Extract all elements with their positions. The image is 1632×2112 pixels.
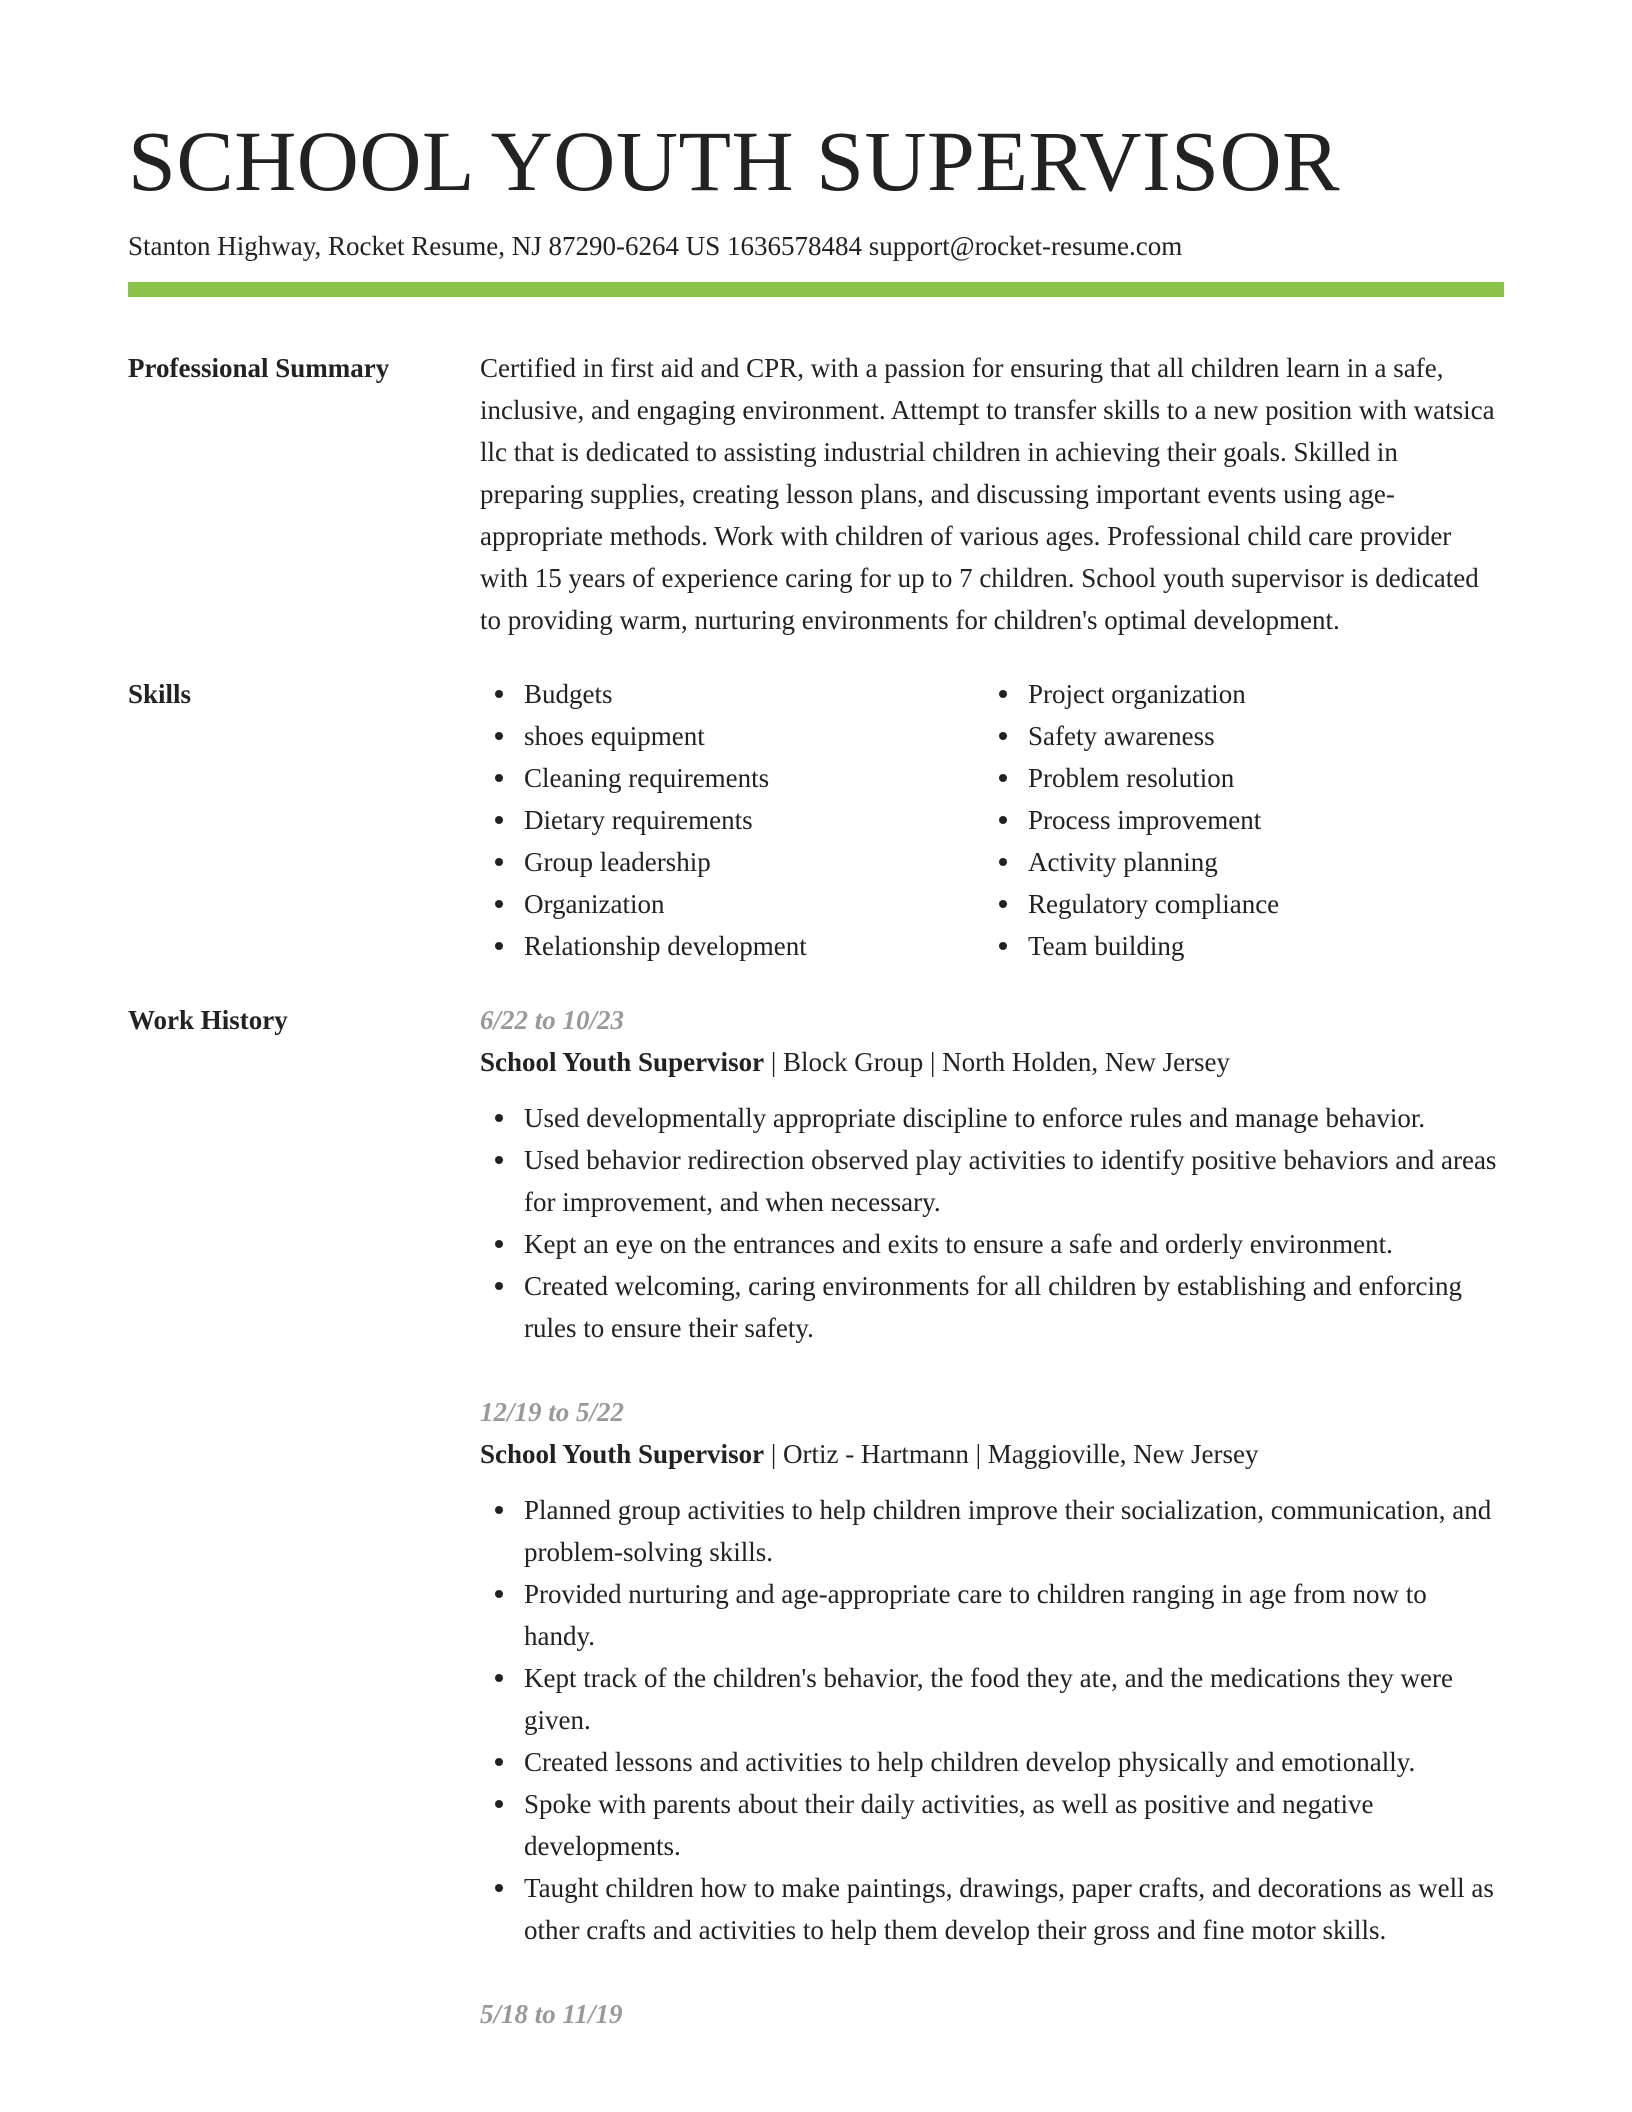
skill-item: Activity planning bbox=[1028, 841, 1488, 883]
skills-columns bbox=[480, 673, 1504, 967]
skill-item: Group leadership bbox=[524, 841, 984, 883]
job-dates: 12/19 to 5/22 bbox=[480, 1397, 625, 1428]
skill-item: Budgets bbox=[524, 673, 984, 715]
accent-divider bbox=[128, 282, 1504, 297]
job-title: School Youth Supervisor bbox=[480, 1439, 765, 1470]
job-entry bbox=[480, 1993, 1504, 2035]
skill-item: Problem resolution bbox=[1028, 757, 1488, 799]
job-details: | Ortiz - Hartmann | Maggioville, New Jersey bbox=[764, 1439, 1259, 1470]
skills-list-left bbox=[480, 673, 984, 967]
summary-section bbox=[128, 347, 1504, 641]
skills-section bbox=[128, 673, 1504, 967]
work-history-heading: Work History bbox=[128, 1005, 288, 1036]
skill-item: Cleaning requirements bbox=[524, 757, 984, 799]
job-dates: 6/22 to 10/23 bbox=[480, 1005, 625, 1036]
duty-item: Used behavior redirection observed play activities to identify positive behaviors and areas for improvement, and when necessary. bbox=[524, 1139, 1504, 1223]
job-duties bbox=[480, 1097, 1504, 1349]
skill-item: Process improvement bbox=[1028, 799, 1488, 841]
duty-item: Kept an eye on the entrances and exits to ensure a safe and orderly environment. bbox=[524, 1223, 1504, 1265]
skills-heading: Skills bbox=[128, 679, 192, 710]
skill-item: Team building bbox=[1028, 925, 1488, 967]
duty-item: Created welcoming, caring environments for all children by establishing and enforcing rules to ensure their safety. bbox=[524, 1265, 1504, 1349]
skill-item: Safety awareness bbox=[1028, 715, 1488, 757]
job-details: | Block Group | North Holden, New Jersey bbox=[764, 1047, 1231, 1078]
summary-text: Certified in first aid and CPR, with a passion for ensuring that all children learn in a safe, inclusive, and engaging environment. Attempt to transfer skills to a new position with watsica llc that is dedicated to assisting industrial children in achieving their goals. Skilled in preparing supplies, creating lesson plans, and discussing important events using age-appropriate methods. Work with children of various ages. Professional child care provider with 15 years of experience caring for up to 7 children. School youth supervisor is dedicated to providing warm, nurturing environments for children's optimal development. bbox=[480, 353, 1495, 636]
skills-body bbox=[480, 673, 1504, 967]
skill-item: Dietary requirements bbox=[524, 799, 984, 841]
duty-item: Spoke with parents about their daily activities, as well as positive and negative developments. bbox=[524, 1783, 1504, 1867]
job-entry bbox=[480, 1391, 1504, 1951]
job-duties bbox=[480, 1489, 1504, 1951]
skill-item: shoes equipment bbox=[524, 715, 984, 757]
job-dates: 5/18 to 11/19 bbox=[480, 1999, 623, 2030]
contact-info: Stanton Highway, Rocket Resume, NJ 87290-6264 US 1636578484 support@rocket-resume.com bbox=[128, 231, 1183, 261]
skill-item: Project organization bbox=[1028, 673, 1488, 715]
duty-item: Used developmentally appropriate discipline to enforce rules and manage behavior. bbox=[524, 1097, 1504, 1139]
resume-name: SCHOOL YOUTH SUPERVISOR bbox=[128, 113, 1340, 209]
skills-list-right bbox=[984, 673, 1488, 967]
summary-body bbox=[480, 347, 1504, 641]
summary-heading: Professional Summary bbox=[128, 353, 390, 384]
duty-item: Planned group activities to help children improve their socialization, communication, and problem-solving skills. bbox=[524, 1489, 1504, 1573]
duty-item: Created lessons and activities to help children develop physically and emotionally. bbox=[524, 1741, 1504, 1783]
job-heading bbox=[480, 1433, 1504, 1475]
duty-item: Taught children how to make paintings, drawings, paper crafts, and decorations as well as other crafts and activities to help them develop their gross and fine motor skills. bbox=[524, 1867, 1504, 1951]
duty-item: Kept track of the children's behavior, the food they ate, and the medications they were given. bbox=[524, 1657, 1504, 1741]
skill-item: Relationship development bbox=[524, 925, 984, 967]
duty-item: Provided nurturing and age-appropriate care to children ranging in age from now to handy. bbox=[524, 1573, 1504, 1657]
work-history-section bbox=[128, 999, 1504, 2035]
work-history-body bbox=[480, 999, 1504, 2035]
skill-item: Organization bbox=[524, 883, 984, 925]
skill-item: Regulatory compliance bbox=[1028, 883, 1488, 925]
job-title: School Youth Supervisor bbox=[480, 1047, 765, 1078]
job-entry bbox=[480, 999, 1504, 1349]
resume-page bbox=[128, 113, 1504, 2035]
job-heading bbox=[480, 1041, 1504, 1083]
